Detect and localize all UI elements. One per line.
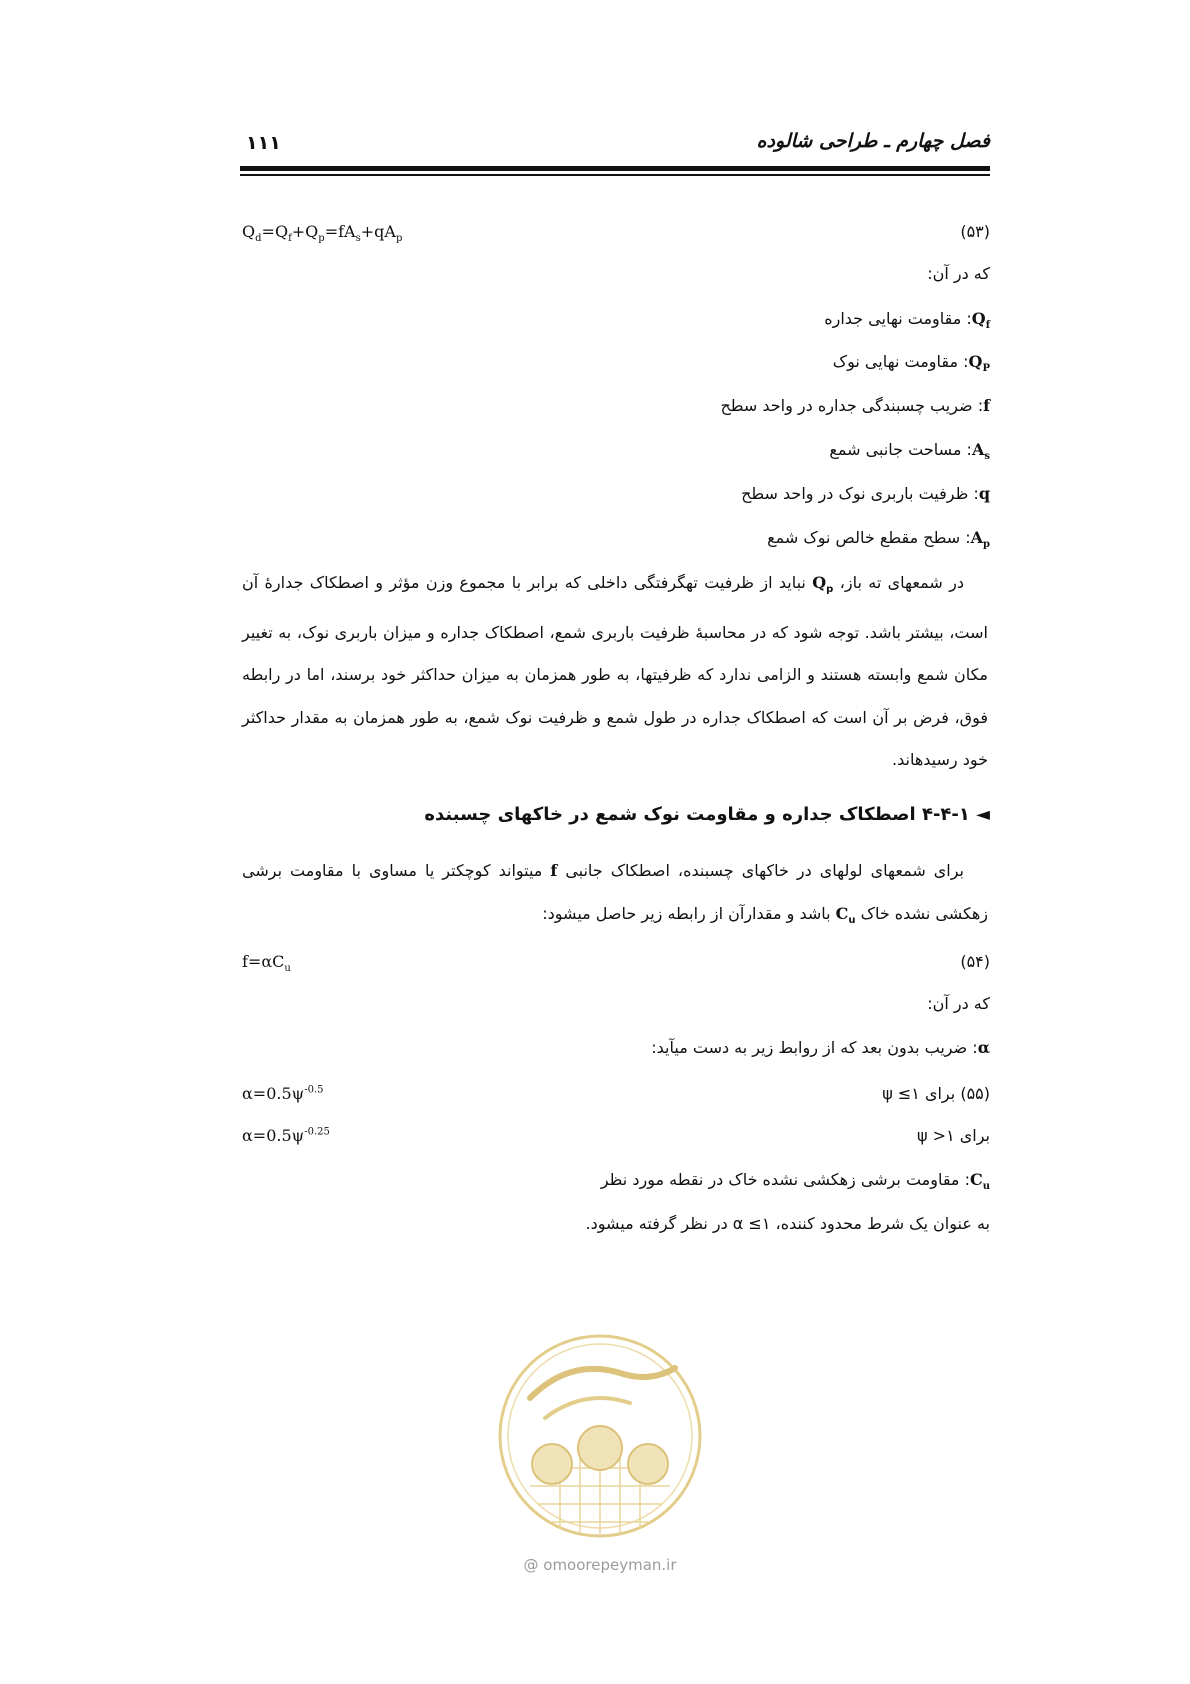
definition-f: f: ضریب چسبندگی جداره در واحد سطح (720, 396, 990, 415)
page-number: ۱۱۱ (246, 132, 281, 154)
paragraph-open-ended-piles: در شمعهای ته باز، $Q_p$ نباید از ظرفیت تهگرفتگی داخلی که برابر با مجموع وزن مؤثر و اصطکاک جدارۀ آن است، بیشتر باشد. توجه شود که در محاسبۀ ظرفیت باربری شمع، اصطکاک جداره و میزان باربری نوک، به تغییر مکان شمع وابسته هستند و الزامی ندارد که ظرفیتها، به طور همزمان به میزان حداکثر خود برسند، اما در رابطه فوق، فرض بر آن است که اصطکاک جداره در طول شمع و ظرفیت نوک شمع، به طور همزمان به مقدار حداکثر خود رسیدهاند. (242, 573, 988, 770)
section-title: اصطکاک جداره و مقاومت نوک شمع در خاکهای چسبنده (424, 804, 916, 825)
definition-q: q: ظرفیت باربری نوک در واحد سطح (741, 484, 990, 503)
definition-qf: $Q_f$: مقاومت نهایی جداره (824, 309, 990, 332)
equation-56: $\alpha=0.5\psi^{-0.25}$ (242, 1126, 330, 1145)
watermark-logo-icon (490, 1318, 710, 1548)
bullet-arrow-icon: ◄ (976, 804, 990, 825)
section-heading (424, 804, 990, 825)
equation-55: $\alpha=0.5\psi^{-0.5}$ (242, 1084, 324, 1103)
equation-54-number: (۵۴) (960, 952, 990, 971)
where-label-2: که در آن: (927, 994, 990, 1013)
paragraph-cohesive-soils: برای شمعهای لولهای در خاکهای چسبنده، اصطکاک جانبی f میتواند کوچکتر یا مساوی با مقاومت برشی زهکشی نشده خاک $C_u$ باشد و مقدارآن از رابطه زیر حاصل میشود: (242, 861, 988, 926)
limit-note: به عنوان یک شرط محدود کننده، ۱≥ α در نظر گرفته میشود. (585, 1214, 990, 1233)
equation-54: $f=\alpha C_u$ (242, 952, 291, 975)
definition-qp: $Q_P$: مقاومت نهایی نوک (832, 352, 990, 375)
running-title: فصل چهارم ـ طراحی شالوده (756, 130, 990, 152)
definition-cu: $C_u$: مقاومت برشی زهکشی نشده خاک در نقطه مورد نظر (600, 1170, 990, 1193)
definition-ap: $A_p$: سطح مقطع خالص نوک شمع (767, 528, 990, 551)
watermark-site: @ omoorepeyman.ir (523, 1556, 677, 1574)
definition-as: $A_s$: مساحت جانبی شمع (829, 440, 990, 463)
equation-53-number: (۵۳) (960, 222, 990, 241)
header-rule-thin (240, 174, 990, 176)
watermark (490, 1318, 710, 1618)
definition-alpha: α: ضریب بدون بعد که از روابط زیر به دست میآید: (651, 1038, 990, 1057)
section-number: ۴-۴-۱ (921, 804, 970, 825)
equation-56-condition: برای ۱< ψ (917, 1126, 990, 1145)
header-rule-thick (240, 166, 990, 171)
equation-53: $Q_d=Q_f+Q_p=fA_s+qA_p$ (242, 222, 403, 245)
where-label-1: که در آن: (927, 264, 990, 283)
equation-55-condition: (۵۵) برای ۱≥ ψ (882, 1084, 990, 1103)
